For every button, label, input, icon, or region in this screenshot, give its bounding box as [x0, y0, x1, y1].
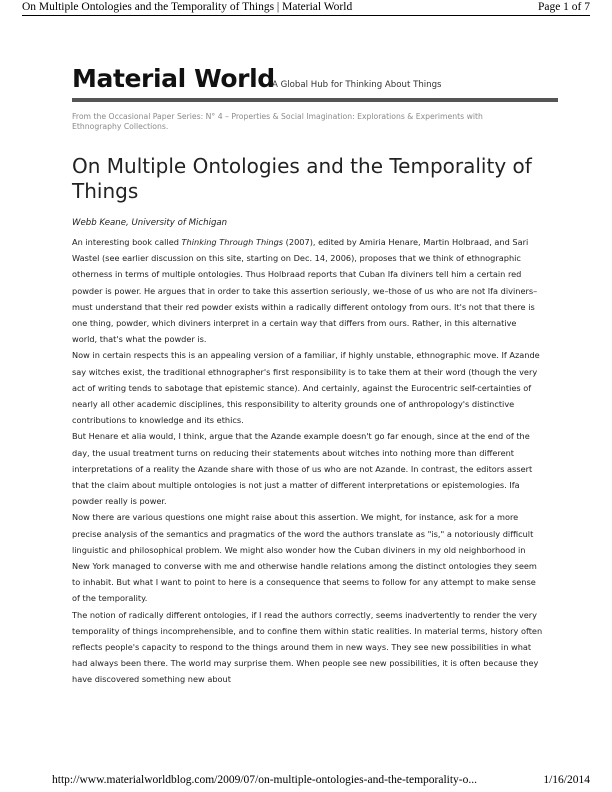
- print-header-rule: [22, 15, 590, 16]
- article-title: On Multiple Ontologies and the Temporality of Things: [72, 154, 532, 203]
- print-header: [22, 0, 590, 16]
- paragraph-1-lead: An interesting book called: [72, 237, 182, 247]
- print-footer: [52, 774, 590, 788]
- print-header-page-number: Page 1 of 7: [537, 1, 590, 13]
- book-title: Thinking Through Things: [181, 237, 284, 247]
- paragraph-4: Now there are various questions one might raise about this assertion. We might, for instance, ask for a more precise analysis of the semantics and pragmatics of the word the authors translate as "is," a notoriously difficult linguistic and philosophical problem. We might also wonder how the Cuban diviners in my old neighborhood in New York managed to converse with me and otherwise handle relations among the distinct ontologies they seem to inhabit. But what I want to point to here is a consequence that seems to follow for any attempt to make sense of the temporality.: [72, 512, 537, 604]
- paragraph-1-rest: (2007), edited by Amiria Henare, Martin Holbraad, and Sari Wastel (see earlier discussion on this site, starting on Dec. 14, 2006), proposes that we think of ethnographic otherness in terms of multiple ontologies. Thus Holbraad reports that Cuban Ifa diviners tell him a certain red powder is power. He argues that in order to take this assertion seriously, we–those of us who are not Ifa diviners–must understand that their red powder exists within a radically different ontology from ours. It's not that there is one thing, powder, which diviners interpret in a certain way that differs from ours. Rather, in this alternative world, that's what the powder is.: [72, 237, 538, 345]
- paragraph-3: But Henare et alia would, I think, argue that the Azande example doesn't go far enough, since at the end of the day, the usual treatment turns on reducing their statements about witches into nothing more than different interpretations of a reality the Azande share with those of us who are not Azande. In contrast, the editors assert that the claim about multiple ontologies is not just a matter of different interpretations or epistemologies. Ifa powder really is power.: [72, 431, 533, 507]
- paragraph-2: Now in certain respects this is an appealing version of a familiar, if highly unstable, ethnographic move. If Azande say witches exist, the traditional ethnographer's first responsibility is to take them at their word (though the very act of writing tends to sabotage that epistemic stance). And certainly, against the Eurocentric self-certainties of nearly all other academic disciplines, this responsibility to alterity grounds one of anthropology's distinctive contributions to knowledge and its ethics.: [72, 350, 540, 426]
- print-footer-url: http://www.materialworldblog.com/2009/07/on-multiple-ontologies-and-the-temporality-o...: [52, 774, 477, 786]
- site-title[interactable]: Material World: [72, 64, 275, 93]
- article-body: [72, 234, 544, 734]
- paragraph-5: The notion of radically different ontologies, if I read the authors correctly, seems inadvertently to render the very temporality of things incomprehensible, and to confine them within static realities. In material terms, history often reflects people's capacity to respond to the things around them in new ways. They see new possibilities in what had always been there. The world may surprise them. When people see new possibilities, it is often because they have discovered something new about: [72, 609, 543, 685]
- article-byline: Webb Keane, University of Michigan: [72, 218, 228, 228]
- print-header-title: On Multiple Ontologies and the Temporality of Things | Material World: [22, 1, 353, 13]
- print-footer-date: 1/16/2014: [543, 774, 590, 786]
- site-tagline: A Global Hub for Thinking About Things: [272, 80, 442, 90]
- series-note: From the Occasional Paper Series: N° 4 – Properties & Social Imagination: Explorations & Experiments with Ethnography Collections.: [72, 112, 483, 131]
- paragraph-1: [72, 234, 544, 347]
- masthead-rule: [72, 98, 558, 102]
